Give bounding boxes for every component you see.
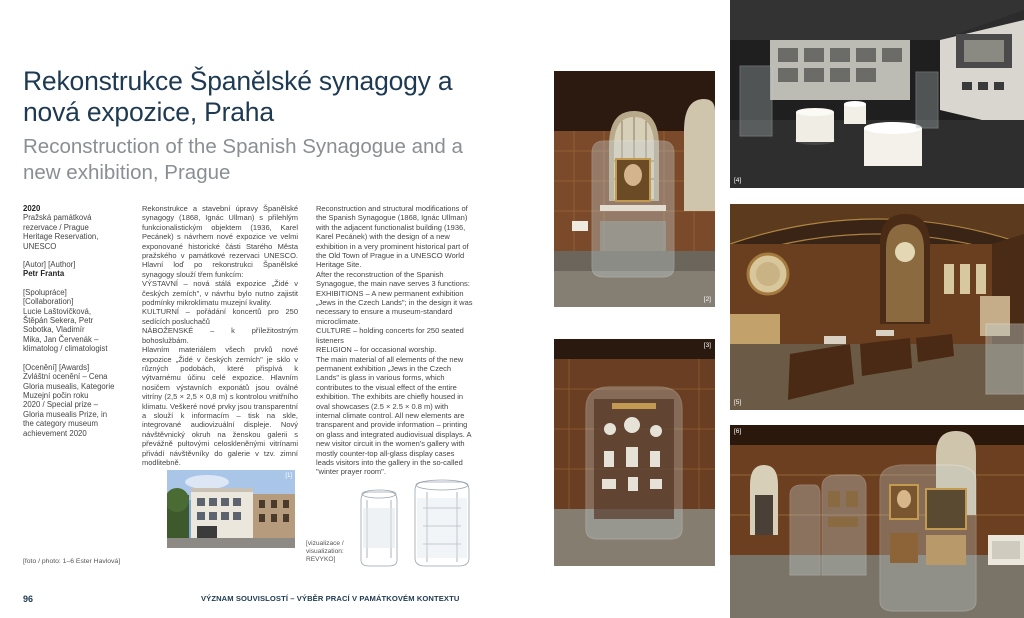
cz-paragraph: Rekonstrukce a stavební úpravy Španělské synagogy (1868, Ignác Ullman) s přilehlým funkcionalistickým objektem (1936, Karel Pecánek) s návrhem nové expozice ve velmi exponované historické části Starého Města pražského v památkové rezervaci UNESCO. Hlavní loď po rekonstrukci Španělské synagogy slouží třem funkcím: [142,204,298,279]
showcase-scene [554,339,715,566]
photo-showcase-silver [554,339,715,566]
synagogue-scene [730,204,1024,410]
en-paragraph: After the reconstruction of the Spanish Synagogue, the main nave serves 3 functions: [316,269,470,289]
page-number: 96 [23,594,34,604]
meta-awards-block [23,363,128,438]
en-paragraph: The main material of all elements of the new permanent exhibition „Jews in the Czech Lands" is glass in various forms, which contributes to the visual effect of the entire exhibition. The exhibits are chiefly housed in oval showcases (2.5 × 2.5 × 0.8 m) with internal climate control. All new elements are transparent and provide information – printing on glass and integrated audiovisual displays. A new visitor circuit in the women's gallery with mostly counter-top all-glass display cases leads visitors into the gallery in the so-called "winter prayer room". [316,354,472,477]
photo-number: [5] [734,399,742,406]
meta-year-location [23,204,128,251]
en-paragraph: Reconstruction and structural modifications of the Spanish Synagogue (1868, Ignác Ullman) with the adjacent functionalist building (1936, Karel Pecánek) with the design of a new exhibition in a very prominent historical part of the Old Town of Prague in a UNESCO World Heritage Site. [316,204,469,270]
meta-author-label: [Autor] [Author] [23,260,76,270]
text-column-english [316,204,474,477]
photo-showcase-portrait [554,71,715,307]
cz-paragraph: NÁBOŽENSKÉ – k příležitostným bohoslužbám. [142,326,298,345]
photo-exhibition-hall [730,0,1024,188]
photo-number: [3] [703,342,711,349]
showcase-scene [554,71,715,307]
photo-number: [2] [703,296,711,303]
visualization-sketch [355,478,477,568]
title-english: Reconstruction of the Spanish Synagogue and a new exhibition, Prague [23,135,463,184]
photo-credit: [foto / photo: 1–6 Ester Havlová] [23,558,121,565]
photo-synagogue-interior [730,204,1024,410]
en-paragraph: EXHIBITIONS – A new permanent exhibition „Jews in the Czech Lands"; in the design it was necessary to ensure a museum-standard microclimate. [316,288,473,326]
cz-paragraph: VÝSTAVNÍ – nová stálá expozice „Židé v českých zemích", v návrhu bylo nutno zajistit podmínky mikroklimatu muzejní kvality. [142,279,298,308]
meta-collab-label: [Spolupráce] [Collaboration] [23,287,74,307]
meta-awards-label: [Ocenění] [Awards] [23,362,90,372]
title-czech: Rekonstrukce Španělské synagogy a nová expozice, Praha [23,66,453,127]
gallery-scene [730,425,1024,618]
showcase-drawing [355,478,477,568]
en-paragraph: CULTURE – holding concerts for 250 seated listeners [316,326,464,345]
meta-author: Petr Franta [23,269,65,279]
visualization-credit: [vizualizace / visualization: REVYKO] [306,540,344,563]
meta-year: 2020 [23,204,41,213]
hall-scene [730,0,1024,188]
meta-author-block [23,260,128,279]
building-illustration [167,470,295,548]
cz-paragraph: Hlavním materiálem všech prvků nové expozice „Židé v českých zemích" je sklo v různých podobách, které přispívá k výtvarnému účinu celé expozice. Hlavním nosičem výstavních exponátů jsou oválné vitríny (2,5 × 2,5 × 0,8 m) s kontrolou vnitřního klimatu. Veškeré nové prvky jsou transparentní a slouží k informacím – tisk na skle, integrované audiovizuální displeje. Nový návštěvnický okruh na ženskou galerii s převážně pultovými celoskleněnými vitrínami přivádí návštěvníky do galerie v tzv. zimní modlitebně. [142,345,298,467]
photo-number: [6] [734,428,742,435]
running-title: VÝZNAM SOUVISLOSTÍ – VÝBĚR PRACÍ V PAMÁTKOVÉM KONTEXTU [201,594,460,603]
cz-paragraph: KULTURNÍ – pořádání koncertů pro 250 sedících posluchačů [142,307,298,326]
photo-number: [4] [734,177,742,184]
project-meta [23,204,128,447]
meta-location: Pražská památková rezervace / Prague Heritage Reservation, UNESCO [23,213,99,251]
photo-building-exterior [167,470,295,548]
photo-gallery-showcases [730,425,1024,618]
meta-collab: Lucie Laštovičková, Štěpán Sekera, Petr Sobotka, Vladimír Mika, Jan Červenák – klimatolog / climatologist [23,306,108,354]
photo-number: [1] [285,473,292,479]
meta-collab-block [23,288,128,354]
text-column-czech [142,204,298,467]
en-paragraph: RELIGION – for occasional worship. [316,345,437,355]
meta-awards: Zvláštní ocenění – Cena Gloria musealis, Kategorie Muzejní počin roku 2020 / Special prize – Gloria musealis Prize, in the category museum achievement 2020 [23,372,115,438]
